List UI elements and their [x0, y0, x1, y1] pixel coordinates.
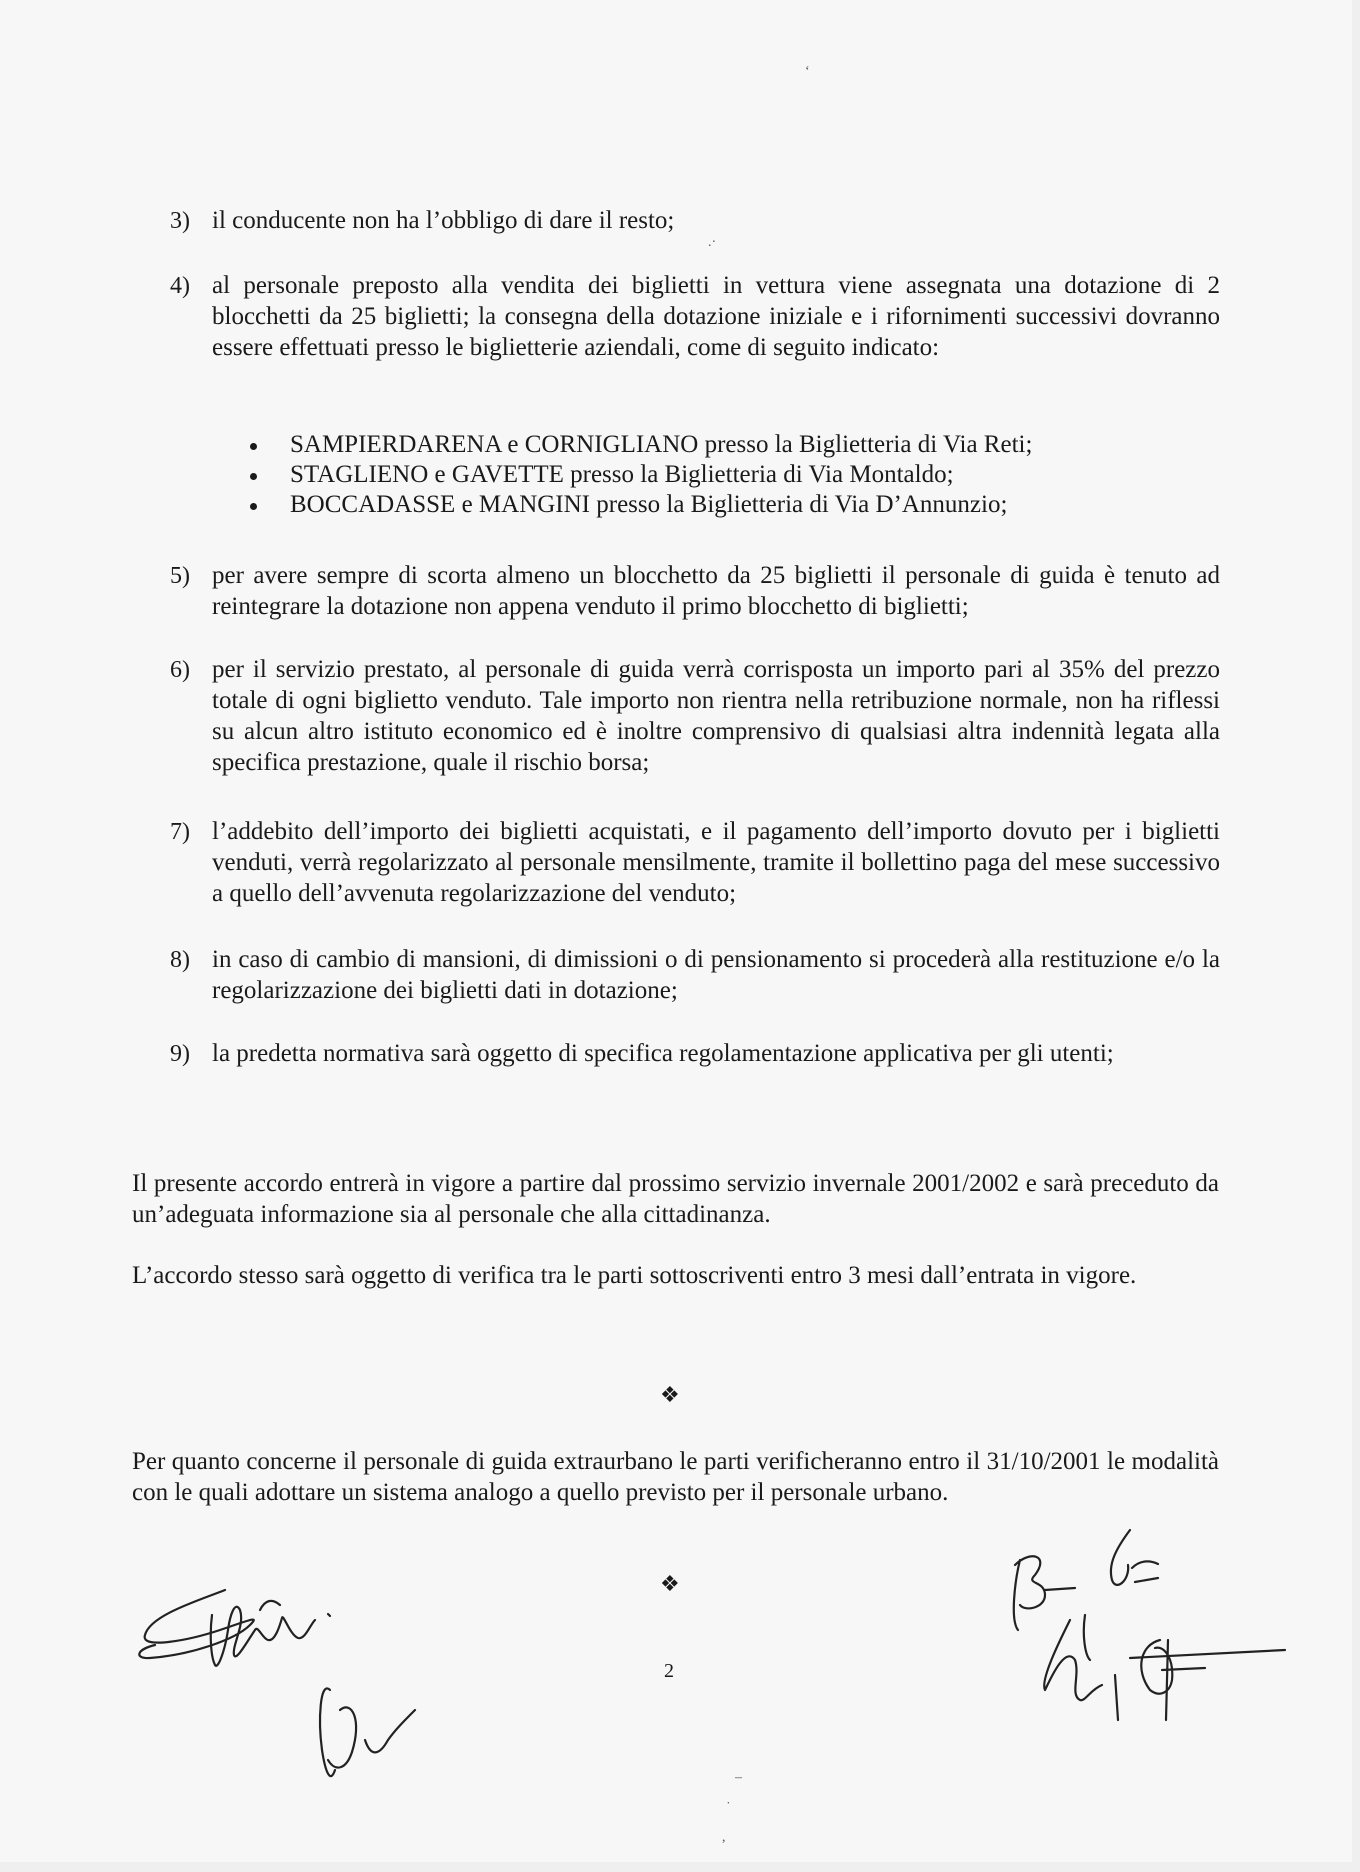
page-number: 2 — [664, 1660, 674, 1682]
item-number: 7) — [170, 819, 190, 845]
item-number: 4) — [170, 273, 190, 299]
bullet-text: STAGLIENO e GAVETTE presso la Biglietteria di Via Montaldo; — [290, 461, 954, 488]
list-item — [250, 460, 1150, 490]
bullet-icon — [250, 503, 257, 510]
item-number: 6) — [170, 657, 190, 683]
list-item-9 — [170, 1038, 1220, 1104]
list-item-8 — [170, 944, 1220, 1010]
bullet-text: SAMPIERDARENA e CORNIGLIANO presso la Biglietteria di Via Reti; — [290, 431, 1033, 458]
scan-speck: ‘ — [805, 64, 810, 79]
signature-left — [130, 1570, 450, 1780]
item-text: l’addebito dell’importo dei biglietti acquistati, e il pagamento dell’importo dovuto per i biglietti venduti, verrà regolarizzato al personale mensilmente, tramite il bollettino paga del mese successivo a quello dell’avvenuta regolarizzazione del venduto; — [212, 818, 1220, 907]
item-number: 9) — [170, 1041, 190, 1067]
ornament-icon: ❖ — [660, 1571, 680, 1596]
list-item — [250, 490, 1150, 520]
list-item-4 — [170, 270, 1220, 400]
item-text: in caso di cambio di mansioni, di dimissioni o di pensionamento si procederà alla restituzione e/o la regolarizzazione dei biglietti dati in dotazione; — [212, 946, 1220, 1004]
paragraph-extraurban: Per quanto concerne il personale di guida extraurbano le parti verificheranno entro il 31/10/2001 le modalità con le quali adottare un sistema analogo a quello previsto per il personale urbano. — [132, 1448, 1219, 1506]
paragraph-validity: Il presente accordo entrerà in vigore a partire dal prossimo servizio invernale 2001/2002 e sarà preceduto da un’adeguata informazione sia al personale che alla cittadinanza. — [132, 1170, 1219, 1228]
item-text: per avere sempre di scorta almeno un blocchetto da 25 biglietti il personale di guida è tenuto ad reintegrare la dotazione non appena venduto il primo blocchetto di biglietti; — [212, 562, 1220, 620]
list-item-6 — [170, 654, 1220, 784]
list-item-5 — [170, 560, 1220, 626]
bullet-icon — [250, 443, 257, 450]
ticket-office-list — [250, 430, 1150, 520]
bullet-text: BOCCADASSE e MANGINI presso la Biglietteria di Via D’Annunzio; — [290, 491, 1008, 518]
bullet-icon — [250, 473, 257, 480]
scan-speck: – — [735, 1770, 742, 1785]
item-text: il conducente non ha l’obbligo di dare il resto; — [212, 207, 675, 234]
signature-right — [990, 1520, 1290, 1750]
list-item — [250, 430, 1150, 460]
item-number: 3) — [170, 208, 190, 234]
list-item-7 — [170, 816, 1220, 914]
item-number: 5) — [170, 563, 190, 589]
item-number: 8) — [170, 947, 190, 973]
scan-speck: ˙ — [726, 1800, 731, 1815]
item-text: per il servizio prestato, al personale di guida verrà corrisposta un importo pari al 35% del prezzo totale di ogni biglietto venduto. Tale importo non rientra nella retribuzione normale, non ha riflessi su alcun altro istituto economico ed è inoltre comprensivo di qualsiasi altra indennità legata alla specifica prestazione, quale il rischio borsa; — [212, 656, 1220, 776]
item-text: la predetta normativa sarà oggetto di specifica regolamentazione applicativa per gli utenti; — [212, 1040, 1114, 1067]
item-text: al personale preposto alla vendita dei biglietti in vettura viene assegnata una dotazione di 2 blocchetti da 25 biglietti; la consegna della dotazione iniziale e i rifornimenti successivi dovranno essere effettuati presso le biglietterie aziendali, come di seguito indicato: — [212, 272, 1220, 361]
scan-speck: .· — [708, 235, 717, 250]
paragraph-verification: L’accordo stesso sarà oggetto di verifica tra le parti sottoscriventi entro 3 mesi dall’entrata in vigore. — [132, 1262, 1137, 1289]
list-item-3 — [170, 205, 1220, 239]
ornament-icon: ❖ — [660, 1382, 680, 1407]
scan-speck: , — [722, 1830, 726, 1845]
